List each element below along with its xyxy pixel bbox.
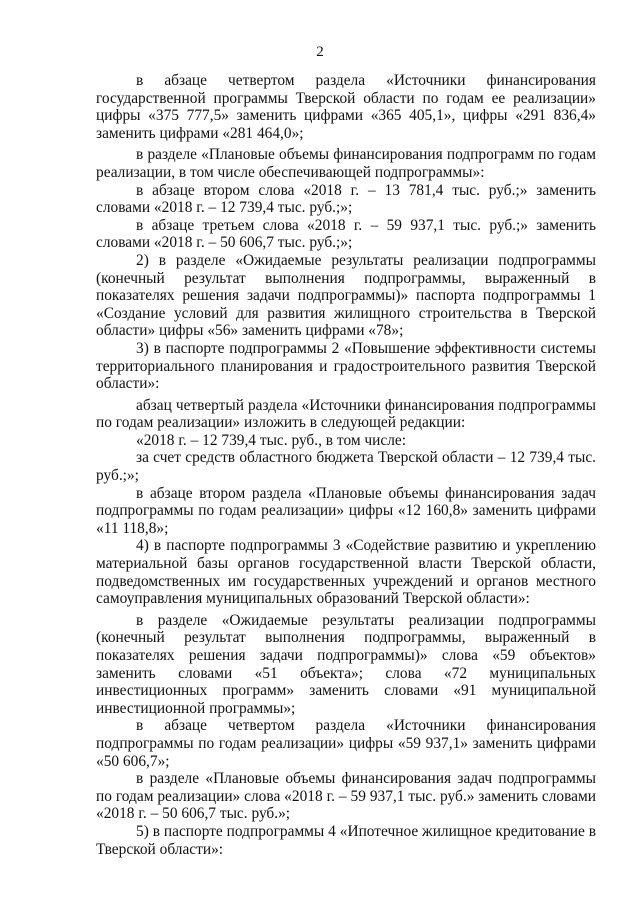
- paragraph: в абзаце четвертом раздела «Источники финансирования подпрограммы по годам реализации» цифры «59 937,1» заменить цифрами «50 606,7»;: [96, 717, 596, 770]
- paragraph: абзац четвертый раздела «Источники финансирования подпрограммы по годам реализации» изложить в следующей редакции:: [96, 396, 596, 432]
- document-body: [96, 72, 596, 858]
- paragraph: в абзаце втором слова «2018 г. – 13 781,4 тыс. руб.;» заменить словами «2018 г. – 12 739,4 тыс. руб.;»;: [96, 181, 596, 217]
- page-number: 2: [316, 44, 324, 60]
- paragraph: в разделе «Плановые объемы финансирования задач подпрограммы по годам реализации» слова «2018 г. – 59 937,1 тыс. руб.» заменить словами «2018 г. – 50 606,7 тыс. руб.»;: [96, 770, 596, 823]
- paragraph: в абзаце четвертом раздела «Источники финансирования государственной программы Тверской области по годам ее реализации» цифры «375 777,5» заменить цифрами «365 405,1», цифры «291 836,4» заменить цифрами «281 464,0»;: [96, 72, 596, 142]
- paragraph: 5) в паспорте подпрограммы 4 «Ипотечное жилищное кредитование в Тверской области»:: [96, 822, 596, 858]
- paragraph: за счет средств областного бюджета Тверской области – 12 739,4 тыс. руб.;»;: [96, 449, 596, 485]
- paragraph: в абзаце втором раздела «Плановые объемы финансирования задач подпрограммы по годам реализации» цифры «12 160,8» заменить цифрами «11 118,8»;: [96, 484, 596, 537]
- paragraph: в абзаце третьем слова «2018 г. – 59 937,1 тыс. руб.;» заменить словами «2018 г. – 50 606,7 тыс. руб.;»;: [96, 216, 596, 252]
- paragraph: в разделе «Ожидаемые результаты реализации подпрограммы (конечный результат выполнения подпрограммы, выраженный в показателях решения задачи подпрограммы)» слова «59 объектов» заменить словами «51 объекта»; слова «72 муниципальных инвестиционных программ» заменить словами «91 муниципальной инвестиционной программы»;: [96, 611, 596, 717]
- paragraph: «2018 г. – 12 739,4 тыс. руб., в том числе:: [136, 431, 407, 449]
- paragraph: в разделе «Плановые объемы финансирования подпрограмм по годам реализации, в том числе обеспечивающей подпрограммы»:: [96, 146, 596, 181]
- paragraph: 2) в разделе «Ожидаемые результаты реализации подпрограммы (конечный результат выполнения подпрограммы, выраженный в показателях решения задачи подпрограммы)» паспорта подпрограммы 1 «Создание условий для развития жилищного строительства в Тверской области» цифры «56» заменить цифрами «78»;: [96, 251, 596, 340]
- paragraph: 4) в паспорте подпрограммы 3 «Содействие развитию и укреплению материальной базы органов государственной власти Тверской области, подведомственных им государственных учреждений и органов местного самоуправления муниципальных образований Тверской области»:: [96, 537, 596, 608]
- paragraph: 3) в паспорте подпрограммы 2 «Повышение эффективности системы территориального планирования и градостроительного развития Тверской области»:: [96, 339, 596, 393]
